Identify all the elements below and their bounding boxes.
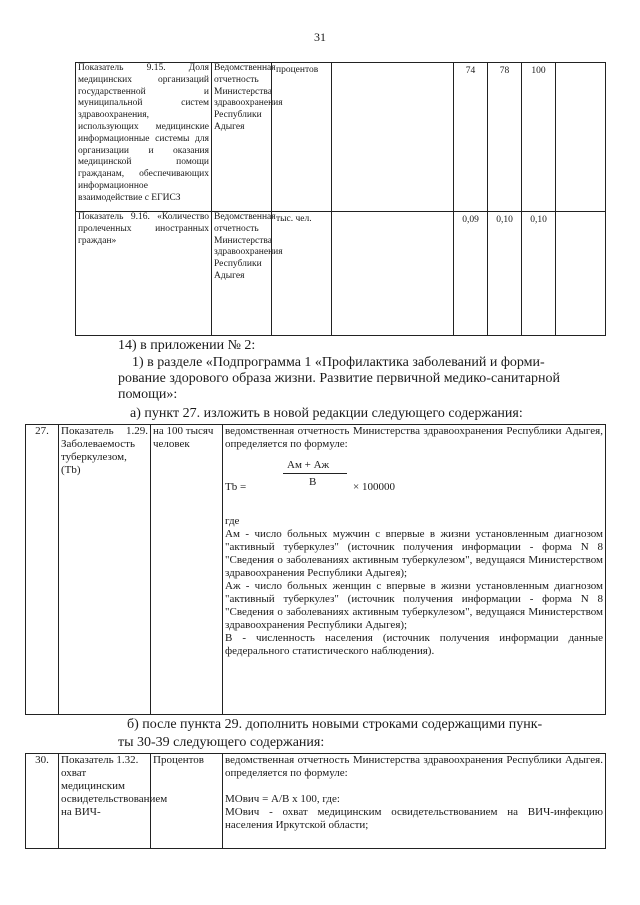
value-2024: 100 (522, 63, 556, 212)
indicator-name: Показатель 9.15. Доля медицинских организаций государственной и муниципальной систем здравоохранения, использующих медицинские информационные системы для организации и оказания медицинской помощи гражданам, обеспечивающих информационное взаимодействие с ЕГИСЗ (76, 63, 212, 212)
method-cell (223, 425, 606, 715)
table-row (76, 212, 606, 336)
paragraph-b-line2: ты 30-39 следующего содержания: (118, 735, 325, 750)
hiv-formula: МОвич = А/В х 100, где: (225, 793, 340, 805)
formula-rhs: × 100000 (353, 481, 395, 493)
formula-denominator: В (309, 476, 317, 488)
paragraph-b-line1: б) после пункта 29. дополнить новыми строками содержащими пунк- (127, 717, 543, 732)
definition-am: Ам - число больных мужчин с впервые в жизни установленным диагнозом "активный туберкулез" (источник получения информации - форма N 8 "Сведения о заболеваниях активным туберкулезом", ведущаяся Министерством здравоохранения Республики Адыгея); (225, 528, 603, 579)
method-intro: ведомственная отчетность Министерства здравоохранения Республики Адыгея. определяется по формуле: (225, 754, 603, 779)
definition-b: В - численность населения (источник получения информации данные федерального статистического наблюдения). (225, 632, 603, 657)
unit: Процентов (151, 754, 223, 849)
indicators-table-continued (75, 62, 606, 336)
page-number: 31 (314, 30, 326, 44)
fraction-bar (283, 473, 347, 474)
paragraph-14: 14) в приложении № 2: (118, 338, 256, 353)
unit: на 100 тысяч человек (151, 425, 223, 715)
value-2023: 0,10 (488, 212, 522, 336)
method-intro: ведомственная отчетность Министерства здравоохранения Республики Адыгея, определяется по формуле: (225, 425, 603, 450)
definition-az: Аж - число больных женщин с впервые в жизни установленным диагнозом "активный туберкулез" (источник получения информации - форма N 8 "Сведения о заболеваниях активным туберкулезом", ведущаяся Министерством здравоохранения Республики Адыгея); (225, 580, 603, 631)
formula-lhs: Тb = (225, 481, 247, 493)
indicator-name: Показатель 9.16. «Количество пролеченных иностранных граждан» (76, 212, 212, 336)
hiv-indicator-table (25, 753, 606, 849)
empty-cell (332, 212, 454, 336)
table-row (26, 425, 606, 715)
empty-cell (332, 63, 454, 212)
paragraph-1-line1: 1) в разделе «Подпрограмма 1 «Профилактика заболеваний и форми- (132, 355, 545, 370)
unit: процентов (272, 63, 332, 212)
data-source: Ведомственная отчетность Министерства здравоохранения Республики Адыгея (212, 63, 272, 212)
tb-formula (225, 457, 603, 515)
value-2022: 74 (454, 63, 488, 212)
value-2023: 78 (488, 63, 522, 212)
paragraph-1-line2: рование здорового образа жизни. Развитие первичной медико-санитарной (118, 371, 561, 386)
data-source: Ведомственная отчетность Министерства здравоохранения Республики Адыгея (212, 212, 272, 336)
where-label: где (225, 515, 240, 527)
value-2024: 0,10 (522, 212, 556, 336)
indicator-name: Показатель 1.29. Заболеваемость туберкулезом, (Тb) (59, 425, 151, 715)
tuberculosis-indicator-table (25, 424, 606, 715)
method-cell (223, 754, 606, 849)
indicator-name: Показатель 1.32. охват медицинским освидетельствованием на ВИЧ- (59, 754, 151, 849)
item-number: 30. (26, 754, 59, 849)
item-number: 27. (26, 425, 59, 715)
paragraph-1-line3: помощи»: (118, 387, 178, 402)
value-2022: 0,09 (454, 212, 488, 336)
unit: тыс. чел. (272, 212, 332, 336)
definition-movich: МОвич - охват медицинским освидетельствованием на ВИЧ-инфекцию населения Иркутской области; (225, 806, 603, 831)
table-row (26, 754, 606, 849)
empty-cell (556, 63, 606, 212)
table-row (76, 63, 606, 212)
paragraph-a: а) пункт 27. изложить в новой редакции следующего содержания: (130, 406, 523, 421)
formula-numerator: Ам + Аж (287, 459, 330, 471)
empty-cell (556, 212, 606, 336)
